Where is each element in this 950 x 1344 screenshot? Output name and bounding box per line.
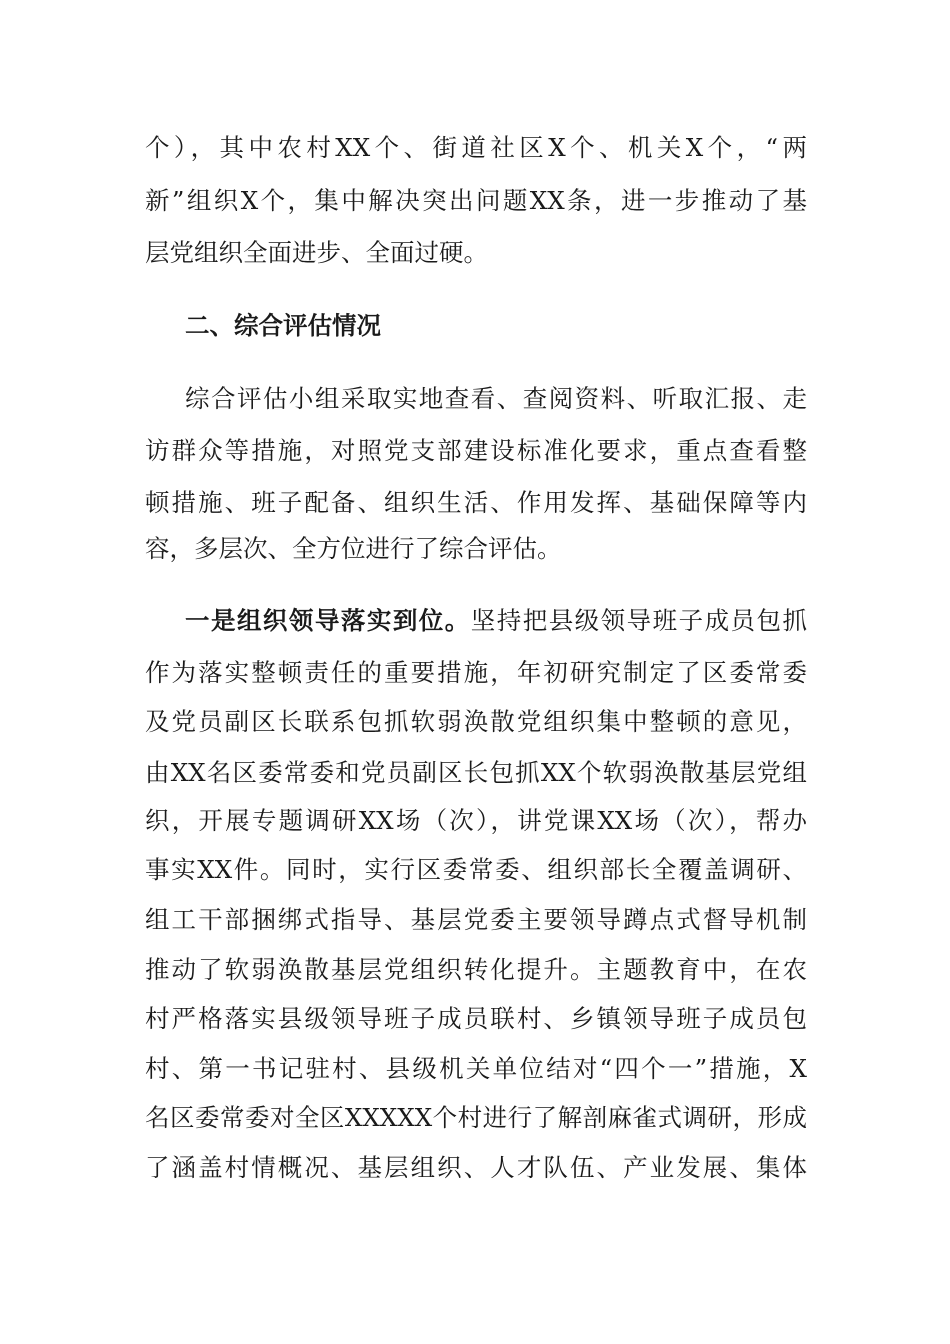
paragraph-3-first-line-rest: 坚持把县级领导班子成员包抓 bbox=[470, 606, 808, 635]
paragraph-2-line-4: 容，多层次、全方位进行了综合评估。 bbox=[145, 534, 562, 563]
paragraph-3-lead: 一是组织领导落实到位。 bbox=[185, 606, 471, 635]
paragraph-3-line-4: 由XX名区委常委和党员副区长包抓XX个软弱涣散基层党组 bbox=[145, 758, 807, 787]
paragraph-1-line-1: 个），其中农村XX个、街道社区X个、机关X个，“两 bbox=[145, 133, 807, 162]
paragraph-1-line-2: 新”组织X个，集中解决突出问题XX条，进一步推动了基 bbox=[145, 186, 807, 215]
paragraph-3-line-6: 事实XX件。同时，实行区委常委、组织部长全覆盖调研、 bbox=[145, 855, 807, 884]
paragraph-3-line-8: 推动了软弱涣散基层党组织转化提升。主题教育中，在农 bbox=[145, 955, 807, 984]
paragraph-3-line-7: 组工干部捆绑式指导、基层党委主要领导蹲点式督导机制 bbox=[145, 905, 807, 934]
paragraph-2-line-1: 综合评估小组采取实地查看、查阅资料、听取汇报、走 bbox=[185, 384, 807, 413]
paragraph-2-line-2: 访群众等措施，对照党支部建设标准化要求，重点查看整 bbox=[145, 436, 807, 465]
paragraph-3-line-11: 名区委常委对全区XXXXX个村进行了解剖麻雀式调研，形成 bbox=[145, 1103, 807, 1132]
paragraph-3-line-2: 作为落实整顿责任的重要措施，年初研究制定了区委常委 bbox=[145, 658, 807, 687]
paragraph-3-line-3: 及党员副区长联系包抓软弱涣散党组织集中整顿的意见， bbox=[145, 707, 807, 736]
paragraph-2-line-3: 顿措施、班子配备、组织生活、作用发挥、基础保障等内 bbox=[145, 488, 807, 517]
paragraph-3-line-5: 织，开展专题调研XX场（次），讲党课XX场（次），帮办 bbox=[145, 806, 807, 835]
paragraph-3-line-9: 村严格落实县级领导班子成员联村、乡镇领导班子成员包 bbox=[145, 1004, 807, 1033]
paragraph-1-line-3: 层党组织全面进步、全面过硬。 bbox=[145, 238, 488, 267]
paragraph-3-line-10: 村、第一书记驻村、县级机关单位结对“四个一”措施，X bbox=[145, 1054, 807, 1083]
section-heading: 二、综合评估情况 bbox=[185, 311, 381, 340]
paragraph-3-line-12: 了涵盖村情概况、基层组织、人才队伍、产业发展、集体 bbox=[145, 1153, 807, 1182]
paragraph-3-line-1 bbox=[185, 606, 807, 636]
